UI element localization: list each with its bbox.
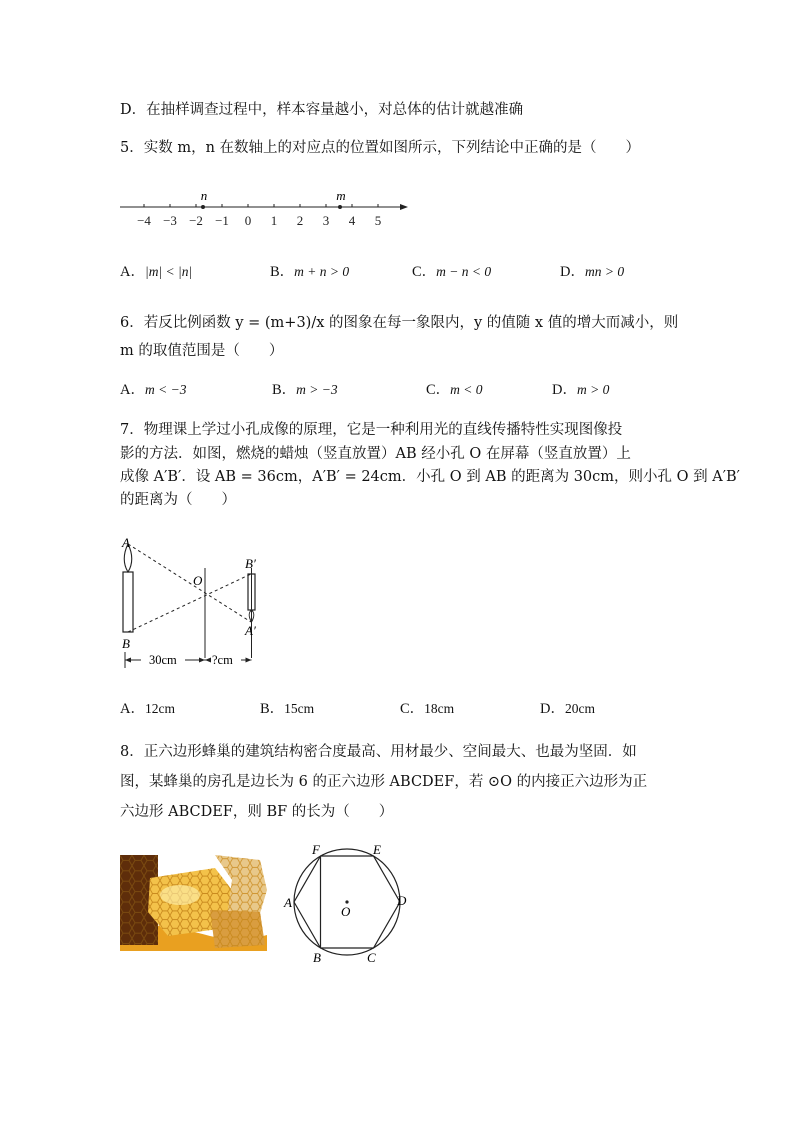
candle-body bbox=[123, 572, 133, 632]
q7-line2: 影的方法．如图，燃烧的蜡烛（竖直放置）AB 经小孔 O 在屏幕（竖直放置）上 bbox=[120, 446, 631, 462]
label-B: B bbox=[122, 636, 130, 651]
q7-option-b: B．15cm bbox=[260, 701, 315, 717]
hexagon-circle-figure bbox=[283, 840, 413, 965]
point-n-label: n bbox=[200, 188, 208, 203]
q7-line1: 7．物理课上学过小孔成像的原理，它是一种利用光的直线传播特性实现图像投 bbox=[120, 422, 623, 438]
center-label-O: O bbox=[341, 904, 351, 919]
tick-label: 4 bbox=[348, 213, 356, 228]
q6-line2: m 的取值范围是（ ） bbox=[120, 343, 284, 359]
tick-label: 1 bbox=[270, 213, 278, 228]
label-A: A bbox=[122, 535, 130, 550]
q7-line4: 的距离为（ ） bbox=[120, 492, 236, 508]
q6-option-d: D．m > 0 bbox=[552, 382, 610, 398]
tick-label: 5 bbox=[374, 213, 382, 228]
q7-line3: 成像 A′B′．设 AB = 36cm，A′B′ = 24cm．小孔 O 到 AB 的距离为 30cm，则小孔 O 到 A′B′ bbox=[120, 469, 740, 485]
q5-option-b: B．m + n > 0 bbox=[270, 264, 350, 280]
q6-option-c: C．m < 0 bbox=[426, 382, 483, 398]
q8-line2: 图，某蜂巢的房孔是边长为 6 的正六边形 ABCDEF，若 ⊙O 的内接正六边形为正 bbox=[120, 774, 648, 790]
label-O: O bbox=[193, 573, 203, 588]
vertex-A: A bbox=[284, 895, 292, 910]
tick-label: 0 bbox=[244, 213, 252, 228]
q5-stem: 5．实数 m，n 在数轴上的对应点的位置如图所示，下列结论中正确的是（ ） bbox=[120, 140, 641, 156]
vertex-E: E bbox=[373, 842, 381, 857]
vertex-D: D bbox=[397, 893, 407, 908]
q4-option-d: D．在抽样调查过程中，样本容量越小，对总体的估计就越准确 bbox=[120, 102, 524, 118]
tick-label: −3 bbox=[163, 213, 177, 228]
q7-option-d: D．20cm bbox=[540, 701, 595, 717]
label-A-prime: A′ bbox=[245, 623, 256, 638]
q6-line1: 6．若反比例函数 y = (m+3)/x 的图象在每一象限内，y 的值随 x 值的增大而减小，则 bbox=[120, 315, 679, 331]
q5-option-c: C．m − n < 0 bbox=[412, 264, 492, 280]
label-B-prime: B′ bbox=[245, 556, 256, 571]
q8-line1: 8．正六边形蜂巢的建筑结构密合度最高、用材最少、空间最大、也最为坚固．如 bbox=[120, 744, 637, 760]
q6-option-b: B．m > −3 bbox=[272, 382, 338, 398]
pinhole-diagram bbox=[115, 530, 275, 675]
q7-option-a: A．12cm bbox=[120, 701, 175, 717]
vertex-B: B bbox=[313, 950, 321, 965]
vertex-C: C bbox=[367, 950, 376, 965]
tick-label: 3 bbox=[322, 213, 330, 228]
q5-option-a: A．|m| < |n| bbox=[120, 264, 193, 280]
q8-line3: 六边形 ABCDEF，则 BF 的长为（ ） bbox=[120, 804, 394, 820]
q7-option-c: C．18cm bbox=[400, 701, 455, 717]
vertex-F: F bbox=[312, 842, 320, 857]
q5-option-d: D．mn > 0 bbox=[560, 264, 625, 280]
distance-30cm: 30cm bbox=[149, 653, 177, 667]
q5-number-line bbox=[115, 185, 415, 235]
honeycomb-photo bbox=[120, 850, 267, 951]
tick-label: −1 bbox=[215, 213, 229, 228]
point-n-dot bbox=[201, 205, 205, 209]
tick-label: 2 bbox=[296, 213, 304, 228]
point-m-label: m bbox=[336, 188, 346, 203]
distance-unknown: ?cm bbox=[212, 653, 233, 667]
tick-label: −2 bbox=[189, 213, 203, 228]
q6-option-a: A．m < −3 bbox=[120, 382, 187, 398]
tick-label: −4 bbox=[137, 213, 151, 228]
point-m-dot bbox=[338, 205, 342, 209]
